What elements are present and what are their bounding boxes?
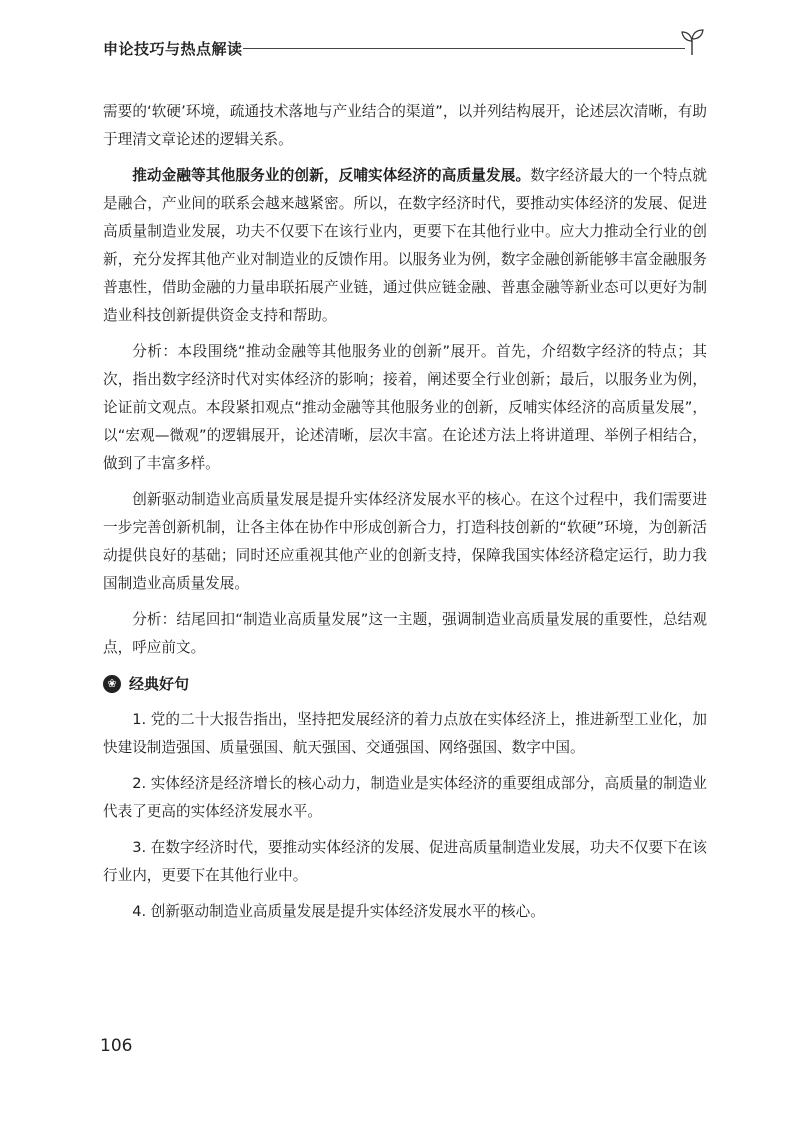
page-number: 106 — [100, 1036, 133, 1056]
header-rule — [243, 48, 685, 49]
analysis-paragraph: 分析：本段围绕“推动金融等其他服务业的创新”展开。首先，介绍数字经济的特点；其次，指出数字经济时代对实体经济的影响；接着，阐述要全行业创新；最后，以服务业为例，论证前文观点。本段紧扣观点“推动金融等其他服务业的创新，反哺实体经济的高质量发展”，以“宏观—微观”的逻辑展开，论述清晰，层次丰富。在论述方法上将讲道理、举例子相结合，做到了丰富多样。 — [103, 343, 707, 472]
paragraph-body: 数字经济最大的一个特点就是融合，产业间的联系会越来越紧密。所以，在数字经济时代，要推动实体经济的发展、促进高质量制造业发展，功夫不仅要下在该行业内，更要下在其他行业中。应大力推动全行业的创新，充分发挥其他产业对制造业的反馈作用。以服务业为例，数字金融创新能够丰富金融服务普惠性，借助金融的力量串联拓展产业链，通过供应链金融、普惠金融等新业态可以更好为制造业科技创新提供资金支持和帮助。 — [103, 167, 707, 324]
quote-item: 3. 在数字经济时代，要推动实体经济的发展、促进高质量制造业发展，功夫不仅要下在该行业内，更要下在其他行业中。 — [103, 839, 707, 884]
header-title: 申论技巧与热点解读 — [103, 40, 243, 58]
flower-badge-icon: ❀ — [103, 675, 121, 693]
page-header — [103, 28, 703, 68]
quote-item: 1. 党的二十大报告指出，坚持把发展经济的着力点放在实体经济上，推进新型工业化，加快建设制造强国、质量强国、航天强国、交通强国、网络强国、数字中国。 — [103, 711, 707, 756]
section-title: 经典好句 — [129, 675, 190, 693]
paragraph-continuation: 需要的‘软硬’环境，疏通技术落地与产业结合的渠道”，以并列结构展开，论述层次清晰，有助于理清文章论述的逻辑关系。 — [103, 103, 707, 148]
quote-item: 2. 实体经济是经济增长的核心动力，制造业是实体经济的重要组成部分，高质量的制造业代表了更高的实体经济发展水平。 — [103, 775, 707, 820]
section-heading — [103, 670, 707, 698]
sprout-icon — [679, 28, 705, 56]
paragraph-topic-sentence: 推动金融等其他服务业的创新，反哺实体经济的高质量发展。 — [132, 167, 531, 184]
conclusion-paragraph: 创新驱动制造业高质量发展是提升实体经济发展水平的核心。在这个过程中，我们需要进一步完善创新机制，让各主体在协作中形成创新合力，打造科技创新的“软硬”环境，为创新活动提供良好的基础；同时还应重视其他产业的创新支持，保障我国实体经济稳定运行，助力我国制造业高质量发展。 — [103, 491, 707, 592]
quote-item: 4. 创新驱动制造业高质量发展是提升实体经济发展水平的核心。 — [132, 903, 545, 920]
paragraph-finance-innovation — [103, 162, 707, 330]
main-content — [103, 98, 707, 934]
analysis-paragraph-conclusion: 分析：结尾回扣“制造业高质量发展”这一主题，强调制造业高质量发展的重要性，总结观点，呼应前文。 — [103, 611, 707, 656]
